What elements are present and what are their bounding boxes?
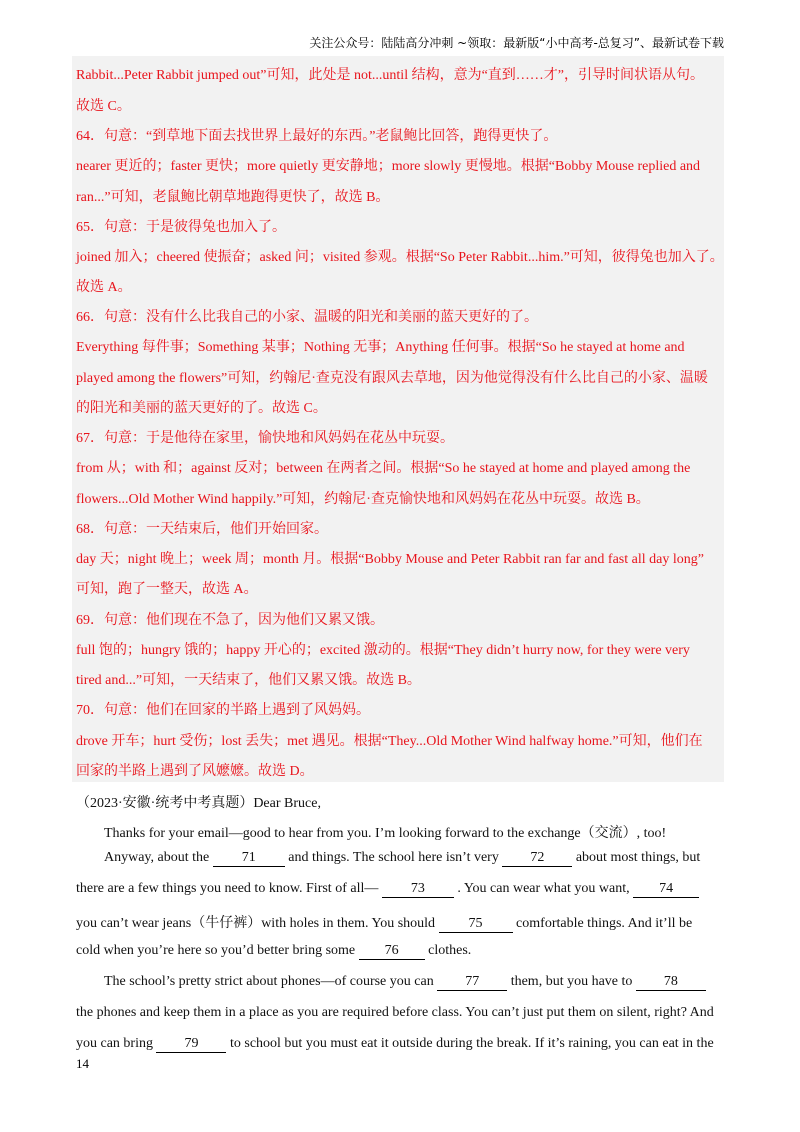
blank-79[interactable]: 79 bbox=[156, 1036, 226, 1053]
passage-line bbox=[76, 1036, 714, 1053]
passage-text: cold when you’re here so you’d better bring some bbox=[76, 943, 356, 958]
answer-line: 64．句意：“到草地下面去找世界上最好的东西。”老鼠鲍比回答，跑得更快了。 bbox=[76, 129, 558, 144]
answer-line: 67．句意：于是他待在家里，愉快地和风妈妈在花丛中玩耍。 bbox=[76, 431, 454, 446]
passage-text: you can bring bbox=[76, 1036, 153, 1051]
blank-71[interactable]: 71 bbox=[213, 850, 285, 867]
answer-line: 70．句意：他们在回家的半路上遇到了风妈妈。 bbox=[76, 703, 370, 718]
blank-75[interactable]: 75 bbox=[439, 916, 513, 933]
passage-text: clothes. bbox=[428, 943, 472, 958]
page-number: 14 bbox=[76, 1056, 89, 1071]
answer-line: drove 开车；hurt 受伤；lost 丢失；met 遇见。根据“They...Old Mother Wind halfway home.”可知，他们在 bbox=[76, 734, 703, 749]
passage-line bbox=[104, 850, 700, 867]
passage-text: Anyway, about the bbox=[104, 850, 210, 865]
passage-text: . You can wear what you want, bbox=[457, 881, 630, 896]
passage-text: there are a few things you need to know. First of all— bbox=[76, 881, 379, 896]
passage-text: The school’s pretty strict about phones—of course you can bbox=[104, 974, 434, 989]
passage-line bbox=[76, 912, 692, 933]
passage-paragraph: Thanks for your email—good to hear from you. I’m looking forward to the exchange（交流）, too! bbox=[104, 826, 667, 841]
blank-74[interactable]: 74 bbox=[633, 881, 699, 898]
blank-76[interactable]: 76 bbox=[359, 943, 425, 960]
passage-text: about most things, but bbox=[575, 850, 701, 865]
answer-line: 故选 A。 bbox=[76, 280, 132, 295]
blank-78[interactable]: 78 bbox=[636, 974, 706, 991]
answer-line: 68．句意：一天结束后，他们开始回家。 bbox=[76, 522, 328, 537]
page-header: 关注公众号：陆陆高分冲刺 ~领取：最新版“小中高考-总复习”、最新试卷下载 bbox=[309, 36, 724, 50]
answer-line: from 从；with 和；against 反对；between 在两者之间。根据“So he stayed at home and played among the bbox=[76, 461, 691, 476]
passage-line bbox=[76, 943, 471, 960]
passage-source: （2023·安徽·统考中考真题）Dear Bruce, bbox=[76, 796, 321, 811]
blank-77[interactable]: 77 bbox=[437, 974, 507, 991]
passage-line: the phones and keep them in a place as you are required before class. You can’t just put them on silent, right? And bbox=[76, 1005, 714, 1020]
answer-line: Rabbit...Peter Rabbit jumped out”可知，此处是 not...until 结构，意为“直到……才”，引导时间状语从句。 bbox=[76, 68, 705, 83]
answer-line: 69．句意：他们现在不急了，因为他们又累又饿。 bbox=[76, 613, 384, 628]
answer-line: tired and...”可知，一天结束了，他们又累又饿。故选 B。 bbox=[76, 673, 421, 688]
answer-line: nearer 更近的；faster 更快；more quietly 更安静地；more slowly 更慢地。根据“Bobby Mouse replied and bbox=[76, 159, 701, 174]
answer-line: 可知，跑了一整天，故选 A。 bbox=[76, 582, 258, 597]
passage-line bbox=[76, 881, 699, 898]
passage-text: them, but you have to bbox=[510, 974, 633, 989]
passage-text: comfortable things. And it’ll be bbox=[516, 916, 693, 931]
answer-line: ran...”可知，老鼠鲍比朝草地跑得更快了，故选 B。 bbox=[76, 190, 390, 205]
answer-line: day 天；night 晚上；week 周；month 月。根据“Bobby Mouse and Peter Rabbit ran far and fast all day long” bbox=[76, 552, 704, 567]
answer-line: full 饱的；hungry 饿的；happy 开心的；excited 激动的。根据“They didn’t hurry now, for they were very bbox=[76, 643, 690, 658]
passage-text: you can’t wear jeans（牛仔裤）with holes in them. You should bbox=[76, 916, 436, 931]
passage-text: to school but you must eat it outside during the break. If it’s raining, you can eat in the bbox=[229, 1036, 714, 1051]
answer-line: 回家的半路上遇到了风嬷嬷。故选 D。 bbox=[76, 764, 314, 779]
answer-line: 65．句意：于是彼得兔也加入了。 bbox=[76, 220, 286, 235]
answer-line: Everything 每件事；Something 某事；Nothing 无事；Anything 任何事。根据“So he stayed at home and bbox=[76, 340, 685, 355]
blank-72[interactable]: 72 bbox=[502, 850, 572, 867]
answer-line: flowers...Old Mother Wind happily.”可知，约翰尼·查克愉快地和风妈妈在花丛中玩耍。故选 B。 bbox=[76, 492, 650, 507]
passage-line bbox=[104, 974, 706, 991]
passage-text: and things. The school here isn’t very bbox=[288, 850, 499, 865]
answer-line: 66．句意：没有什么比我自己的小家、温暖的阳光和美丽的蓝天更好的了。 bbox=[76, 310, 538, 325]
blank-73[interactable]: 73 bbox=[382, 881, 454, 898]
answer-line: played among the flowers”可知，约翰尼·查克没有跟风去草地，因为他觉得没有什么比自己的小家、温暖 bbox=[76, 371, 708, 386]
answer-line: 的阳光和美丽的蓝天更好的了。故选 C。 bbox=[76, 401, 327, 416]
answer-line: 故选 C。 bbox=[76, 99, 131, 114]
answer-line: joined 加入；cheered 使振奋；asked 问；visited 参观。根据“So Peter Rabbit...him.”可知，彼得兔也加入了。 bbox=[76, 250, 724, 265]
